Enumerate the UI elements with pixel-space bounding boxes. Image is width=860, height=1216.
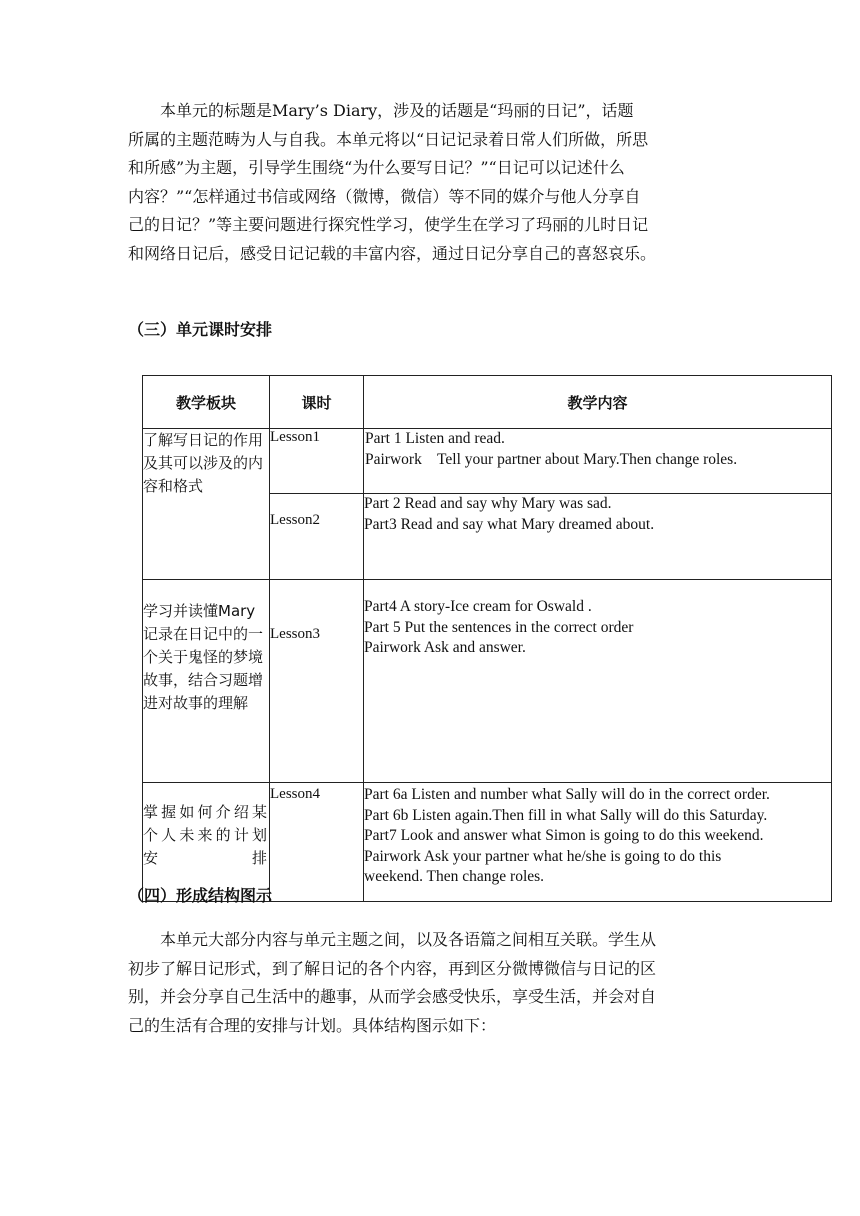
content-line: Part 5 Put the sentences in the correct order: [364, 618, 634, 636]
content-line: Part 6b Listen again.Then fill in what Sally will do this Saturday.: [364, 806, 768, 824]
content-cell: [364, 494, 832, 580]
content-line: Pairwork Tell your partner about Mary.Then change roles.: [365, 450, 738, 468]
intro-line: 和所感”为主题，引导学生围绕“为什么要写日记？”“日记可以记述什么: [128, 158, 625, 177]
module-cell: 掌握如何介绍某个人未来的计划安排: [143, 783, 270, 902]
section4-heading: （四）形成结构图示: [128, 886, 273, 905]
content-line: Part 1 Listen and read.: [365, 430, 505, 447]
intro-line: 本单元的标题是Mary’s Diary，涉及的话题是“玛丽的日记”，话题: [160, 101, 634, 120]
outro-line: 己的生活有合理的安排与计划。具体结构图示如下：: [128, 1015, 497, 1035]
content-cell: [364, 783, 832, 902]
intro-line: 己的日记？”等主要问题进行探究性学习，使学生在学习了玛丽的儿时日记: [128, 215, 649, 234]
content-cell: [364, 429, 832, 494]
intro-line: 和网络日记后，感受日记记载的丰富内容，通过日记分享自己的喜怒哀乐。: [128, 243, 657, 263]
intro-line: 内容？”“怎样通过书信或网络（微博，微信）等不同的媒介与他人分享自: [128, 186, 641, 206]
outro-paragraph: [128, 926, 718, 1040]
intro-line: 所属的主题范畴为人与自我。本单元将以“日记记录着日常人们所做，所思: [128, 129, 649, 149]
intro-paragraph: [128, 97, 718, 268]
lesson-cell: Lesson2: [270, 494, 364, 580]
table-row: [143, 580, 832, 783]
content-cell: [364, 580, 832, 783]
module-cell: 了解写日记的作用及其可以涉及的内容和格式: [143, 429, 270, 580]
content-line: Pairwork Ask and answer.: [364, 639, 526, 656]
content-line: Part 2 Read and say why Mary was sad.: [364, 495, 612, 512]
header-module: 教学板块: [143, 376, 270, 429]
content-line: Part3 Read and say what Mary dreamed about.: [364, 515, 655, 533]
lesson-plan-table: [142, 375, 832, 902]
lesson-cell: Lesson1: [270, 429, 364, 494]
content-line: Part7 Look and answer what Simon is going to do this weekend.: [364, 827, 764, 844]
outro-line: 本单元大部分内容与单元主题之间，以及各语篇之间相互关联。学生从: [160, 930, 657, 949]
table-row: [143, 429, 832, 494]
content-line: weekend. Then change roles.: [364, 868, 545, 885]
module-cell: 学习并读懂Mary记录在日记中的一个关于鬼怪的梦境故事，结合习题增进对故事的理解: [143, 580, 270, 783]
header-lesson: 课时: [270, 376, 364, 429]
lesson-cell: Lesson4: [270, 783, 364, 902]
lesson-cell: Lesson3: [270, 580, 364, 783]
header-content: 教学内容: [364, 376, 832, 429]
outro-line: 别，并会分享自己生活中的趣事，从而学会感受快乐，享受生活，并会对自: [128, 987, 657, 1006]
table-header-row: [143, 376, 832, 429]
outro-line: 初步了解日记形式，到了解日记的各个内容，再到区分微博微信与日记的区: [128, 958, 657, 978]
content-line: Pairwork Ask your partner what he/she is going to do this: [364, 847, 722, 865]
content-line: Part4 A story-Ice cream for Oswald .: [364, 598, 592, 615]
content-line: Part 6a Listen and number what Sally will do in the correct order.: [364, 786, 770, 803]
section3-heading: （三）单元课时安排: [128, 320, 273, 339]
